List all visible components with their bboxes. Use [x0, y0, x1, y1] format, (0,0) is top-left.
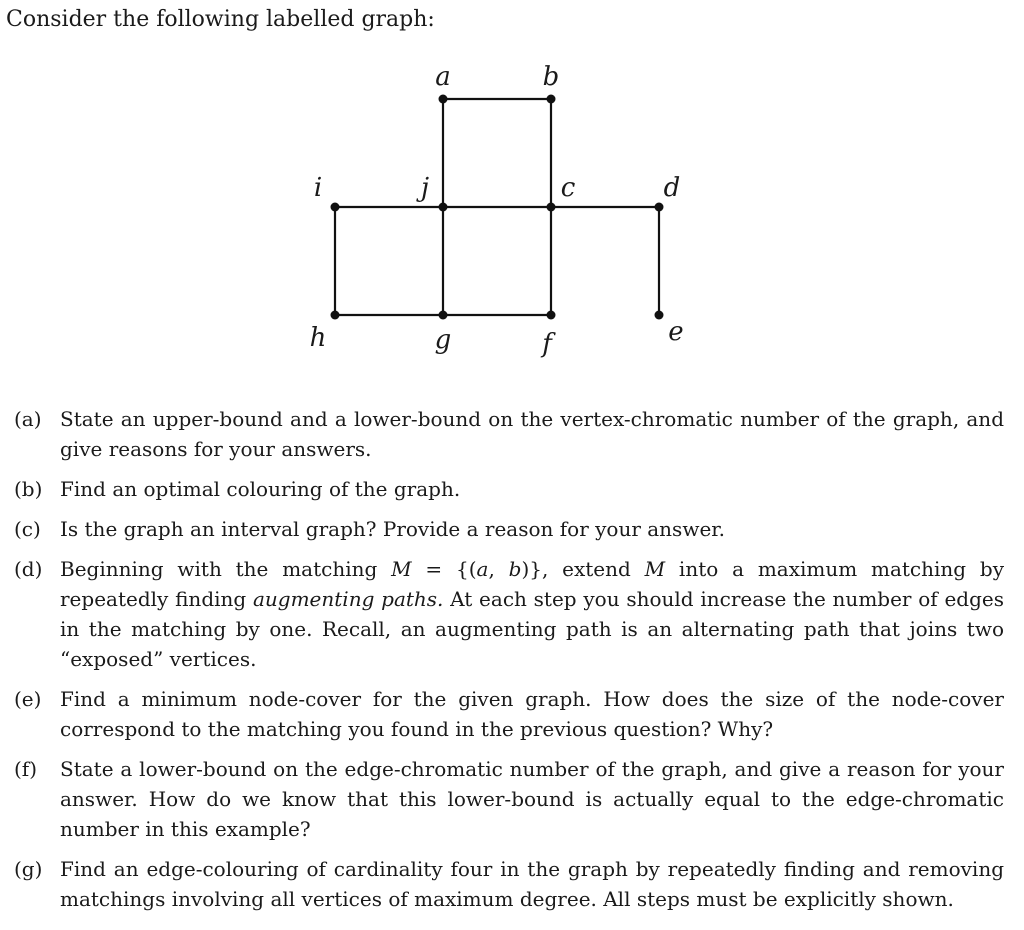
math-symbol: M	[391, 557, 412, 581]
question-text: Is the graph an interval graph? Provide a reason for your answer.	[60, 517, 725, 541]
question-text: State a lower-bound on the edge-chromatic number of the graph, and give a reason for your answer. How do we know that this lower-bound is actually equal to the edge-chromatic number in this example?	[60, 757, 1004, 841]
vertex-label-a: a	[435, 62, 451, 92]
vertex-label-j: j	[420, 173, 430, 203]
math-symbol: a	[476, 557, 489, 581]
question-c	[14, 514, 1004, 544]
question-g	[14, 854, 1004, 914]
question-marker: (e)	[14, 687, 42, 711]
vertex-i	[331, 203, 340, 212]
question-text-part: Beginning with the matching	[60, 557, 392, 581]
vertex-label-d: d	[663, 173, 681, 203]
question-text-part: ,	[488, 557, 509, 581]
question-text-part: )}, extend	[521, 557, 645, 581]
vertex-label-b: b	[542, 62, 560, 92]
question-text: Find a minimum node-cover for the given graph. How does the size of the node-cover correspond to the matching you found in the previous question? Why?	[60, 687, 1004, 741]
question-text: Find an edge-colouring of cardinality four in the graph by repeatedly finding and removing matchings involving all vertices of maximum degree. All steps must be explicitly shown.	[60, 857, 1004, 911]
question-b	[14, 474, 1004, 504]
vertex-j	[439, 203, 448, 212]
vertex-label-h: h	[309, 323, 327, 353]
vertex-label-g: g	[434, 325, 452, 355]
question-marker: (f)	[14, 757, 38, 781]
question-text	[60, 557, 1004, 671]
question-text: Find an optimal colouring of the graph.	[60, 477, 461, 501]
math-symbol: b	[508, 557, 522, 581]
vertex-h	[331, 311, 340, 320]
vertex-c	[547, 203, 556, 212]
question-text-part: = {(	[411, 557, 477, 581]
vertex-d	[655, 203, 664, 212]
question-marker: (d)	[14, 557, 43, 581]
intro-text: Consider the following labelled graph:	[6, 7, 435, 32]
vertex-label-i: i	[313, 173, 323, 203]
question-marker: (b)	[14, 477, 43, 501]
question-marker: (g)	[14, 857, 43, 881]
question-d	[14, 554, 1004, 674]
question-text-part: At each step you should increase the number of edges in the matching by one. Recall, an augmenting path is an alternating path that joins two “exposed” vertices.	[60, 587, 1004, 671]
question-text: State an upper-bound and a lower-bound on the vertex-chromatic number of the graph, and give reasons for your answers.	[60, 407, 1004, 461]
vertex-label-c: c	[560, 173, 576, 203]
emphasized-term: augmenting paths.	[252, 587, 444, 611]
math-symbol: M	[644, 557, 666, 581]
vertex-b	[547, 95, 556, 104]
question-a	[14, 404, 1004, 464]
vertex-label-e: e	[668, 317, 684, 347]
vertex-a	[439, 95, 448, 104]
vertex-f	[547, 311, 556, 320]
graph-edges	[335, 99, 659, 315]
vertex-e	[655, 311, 664, 320]
question-marker: (c)	[14, 517, 41, 541]
vertex-label-f: f	[542, 329, 552, 359]
question-marker: (a)	[14, 407, 42, 431]
question-text-part: into a maximum matching by repeatedly finding	[60, 557, 1005, 611]
question-list	[14, 404, 1004, 924]
labelled-graph	[0, 0, 1024, 400]
vertex-g	[439, 311, 448, 320]
question-e	[14, 684, 1004, 744]
question-f	[14, 754, 1004, 844]
